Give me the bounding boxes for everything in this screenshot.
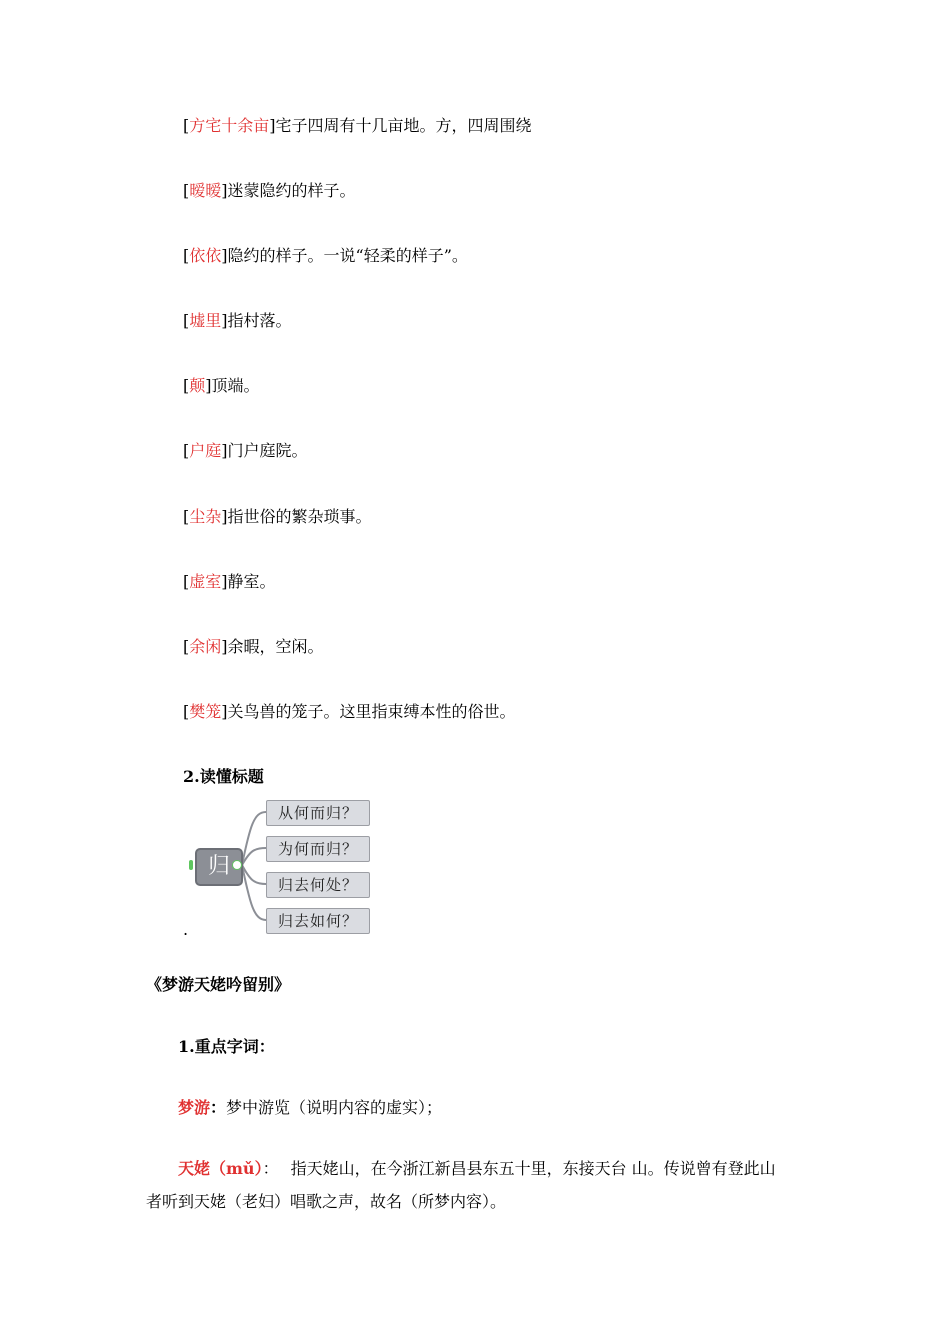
glossary-definition: 宅子四周有十几亩地。方，四周围绕 [275,116,532,135]
glossary-item [183,507,372,527]
bracket-open: [ [183,572,190,591]
poem-title: 《梦游天姥吟留别》 [146,975,291,994]
glossary-item [183,637,324,657]
keywords-heading: 1.重点字词： [178,1037,275,1056]
glossary-definition: 门户庭院。 [227,441,308,460]
glossary-item [183,441,308,461]
bracket-open: [ [183,507,190,526]
keyword-entry [178,1098,442,1118]
bracket-close: ] [221,702,228,721]
glossary-item [183,572,276,592]
glossary-item [183,246,468,266]
glossary-term: 余闲 [189,637,222,656]
glossary-item [183,311,292,331]
glossary-definition: 迷蒙隐约的样子。 [227,181,356,200]
bracket-close: ] [221,246,228,265]
glossary-term: 樊笼 [189,702,222,721]
bracket-open: [ [183,116,190,135]
collapse-left-handle[interactable] [189,860,193,870]
glossary-term: 方宅十余亩 [189,116,270,135]
mindmap-branch[interactable]: 从何而归？ [266,800,370,826]
bracket-close: ] [221,181,228,200]
glossary-term: 户庭 [189,441,222,460]
glossary-definition: 关鸟兽的笼子。这里指束缚本性的俗世。 [227,702,516,721]
bracket-open: [ [183,376,190,395]
bracket-close: ] [221,637,228,656]
mindmap-branch[interactable]: 为何而归？ [266,836,370,862]
glossary-definition: 静室。 [227,572,276,591]
bracket-close: ] [269,116,276,135]
bracket-close: ] [205,376,212,395]
bracket-open: [ [183,702,190,721]
bracket-open: [ [183,311,190,330]
keyword-definition: 梦中游览（说明内容的虚实）； [226,1098,443,1117]
bracket-close: ] [221,572,228,591]
glossary-definition: 隐约的样子。一说“轻柔的样子”。 [227,246,468,265]
bracket-close: ] [221,441,228,460]
glossary-definition: 余暇，空闲。 [227,637,324,656]
glossary-term: 墟里 [189,311,222,330]
glossary-term: 依依 [189,246,222,265]
glossary-definition: 指世俗的繁杂琐事。 [227,507,372,526]
glossary-definition: 指村落。 [227,311,292,330]
glossary-term: 暧暧 [189,181,222,200]
bracket-close: ] [221,507,228,526]
section-heading: 2.读懂标题 [183,767,264,786]
stray-dot: . [183,920,189,939]
glossary-item [183,702,516,722]
glossary-item [183,376,260,396]
title-mindmap [188,796,378,938]
glossary-definition: 顶端。 [211,376,260,395]
connector-line [242,865,266,920]
mindmap-branch[interactable]: 归去如何？ [266,908,370,934]
bracket-open: [ [183,246,190,265]
glossary-term: 虚室 [189,572,222,591]
collapse-handle-icon[interactable] [232,860,242,870]
keyword-definition-continued: 者听到天姥（老妇）唱歌之声，故名（所梦内容）。 [146,1192,507,1211]
mindmap-root[interactable]: 归 [195,848,243,886]
glossary-term: 尘杂 [189,507,222,526]
glossary-item [183,116,532,136]
connector-line [242,812,266,865]
keyword-term: 天姥（mǔ） [178,1159,263,1178]
keyword-separator: ： [210,1098,227,1117]
keyword-term: 梦游 [178,1098,211,1117]
bracket-close: ] [221,311,228,330]
keyword-separator: ： [262,1159,279,1178]
keyword-entry [178,1159,776,1179]
bracket-open: [ [183,181,190,200]
bracket-open: [ [183,637,190,656]
glossary-term: 颠 [189,376,206,395]
mindmap-branch[interactable]: 归去何处？ [266,872,370,898]
keyword-definition: 指天姥山，在今浙江新昌县东五十里，东接天台 山。传说曾有登此山 [290,1159,776,1178]
glossary-item [183,181,356,201]
bracket-open: [ [183,441,190,460]
